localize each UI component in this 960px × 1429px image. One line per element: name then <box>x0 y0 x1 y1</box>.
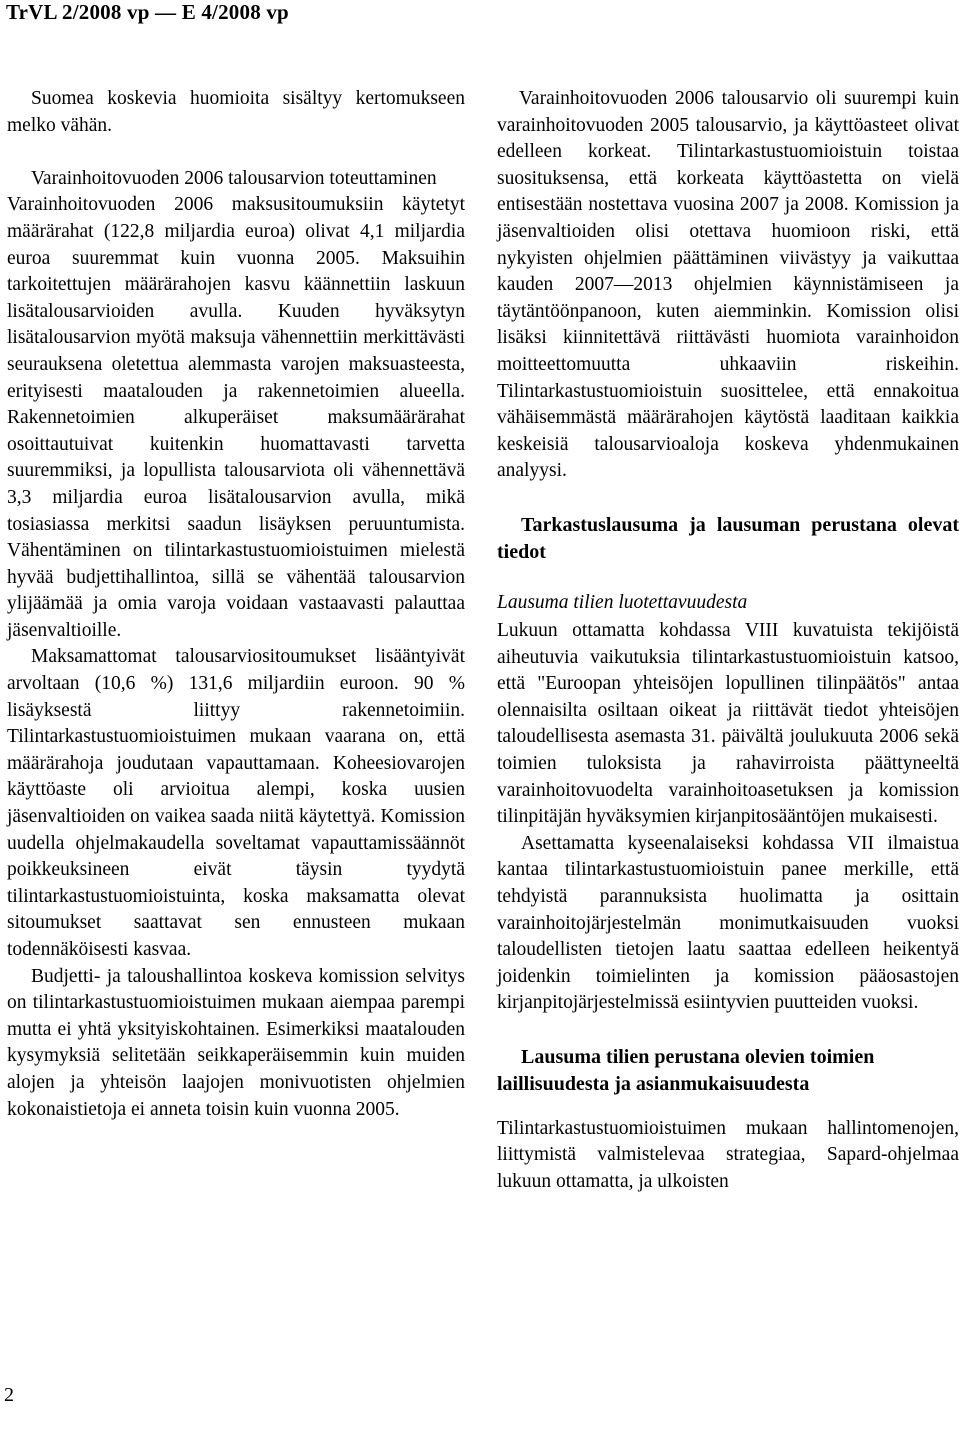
body-paragraph: Budjetti- ja taloushallintoa koskeva komission selvitys on tilintarkastustuomioistuimen mukaan aiempaa parempi mutta ei yhtä yksityiskohtainen. Esimerkiksi maatalouden kysymyksiä selitetään seikkaperäisemmin kuin muiden alojen ja yhteisön laajojen monivuotisten ohjelmien kokonaistietoja ei anneta toisin kuin vuonna 2005. <box>7 965 465 1120</box>
section-heading: Lausuma tilien perustana olevien toimien laillisuudesta ja asianmukaisuudesta <box>497 1045 875 1095</box>
page-number: 2 <box>4 1384 14 1406</box>
body-paragraph: Varainhoitovuoden 2006 maksusitoumuksiin käytetyt määrärahat (122,8 miljardia euroa) olivat 4,1 miljardia euroa suuremmat kuin vuonna 2005. Maksuihin tarkoitettujen määrärahojen kasvu käännettiin laskuun lisätalousarvioiden avulla. Kuuden hyväksytyn lisätalousarvion myötä maksuja vähennettiin merkittävästi seurauksena oletettua alemmasta varojen maksuasteesta, erityisesti maatalouden ja rakennetoimien alueella. Rakennetoimien alkuperäiset maksumäärärahat osoittautuivat kuitenkin huomattavasti tarvetta suuremmiksi, ja lopullista talousarviota oli vähennettävä 3,3 miljardia euroa lisätalousarvion avulla, mikä tosiasiassa merkitsi saadun lisäyksen peruuntumista. Vähentäminen on tilintarkastustuomioistuimen mielestä hyvää budjettihallintoa, sillä se vähentää talousarvion ylijäämää ja omia varoja voidaan vastaavasti palauttaa jäsenvaltioille. <box>7 194 465 641</box>
section-heading: Varainhoitovuoden 2006 talousarvion toteuttaminen <box>31 167 437 189</box>
sub-heading: Lausuma tilien luotettavuudesta <box>497 591 748 613</box>
section-heading: Tarkastuslausuma ja lausuman perustana olevat tiedot <box>497 513 959 563</box>
body-paragraph: Maksamattomat talousarviositoumukset lisääntyivät arvoltaan (10,6 %) 131,6 miljardiin euroon. 90 % lisäyksestä liittyy rakennetoimiin. Tilintarkastustuomioistuimen mukaan vaarana on, että määrärahoja joudutaan vapauttamaan. Koheesiovarojen käyttöaste oli arvioitua alempi, koska uusien jäsenvaltioiden on vaikea saada niitä käytettyä. Komission uudella ohjelmakaudella soveltamat vapauttamissäännöt poikkeuksineen eivät täysin tyydytä tilintarkastustuomioistuinta, koska maksamatta olevat sitoumukset saattavat sen ennusteen mukaan todennäköisesti kasvaa. <box>7 646 465 960</box>
body-paragraph: Varainhoitovuoden 2006 talousarvio oli suurempi kuin varainhoitovuoden 2005 talousarvio, ja käyttöasteet olivat edelleen korkeat. Tilintarkastustuomioistuin toistaa suosituksensa, että korkeata käyttöastetta on vielä entisestään nostettava vuosina 2007 ja 2008. Komission ja jäsenvaltioiden olisi otettava huomioon riski, että nykyisten ohjelmien päättäminen viivästyy ja vaikuttaa kauden 2007—2013 ohjelmien käynnistämiseen ja täytäntöönpanoon, kuten aiemminkin. Komission olisi lisäksi kiinnitettävä riittävästi huomiota varainhoidon moitteettomuutta uhkaaviin riskeihin. Tilintarkastustuomioistuin suosittelee, että ennakoitua vähäisemmästä määrärahojen käytöstä laaditaan kaikkia keskeisiä talousarvioaloja koskeva yhdenmukainen analyysi. <box>497 88 959 482</box>
body-paragraph: Tilintarkastustuomioistuimen mukaan hallintomenojen, liittymistä valmistelevaa strategiaa, Sapard-ohjelmaa lukuun ottamatta, ja ulkoisten <box>497 1117 959 1192</box>
body-paragraph: Asettamatta kyseenalaiseksi kohdassa VII ilmaistua kantaa tilintarkastustuomioistuin panee merkille, että tehdyistä parannuksista huolimatta ja osittain varainhoitojärjestelmän monimutkaisuuden vuoksi taloudellisten tietojen laatu saattaa edelleen heikentyä joidenkin toimielinten ja komission pääosastojen kirjanpitojärjestelmissä esiintyvien puutteiden vuoksi. <box>497 832 959 1014</box>
intro-paragraph: Suomea koskevia huomioita sisältyy kertomukseen melko vähän. <box>7 88 465 136</box>
body-paragraph: Lukuun ottamatta kohdassa VIII kuvatuista tekijöistä aiheutuvia vaikutuksia tilintarkastustuomioistuin katsoo, että "Euroopan yhteisöjen lopullinen tilinpäätös" antaa olennaisilta osiltaan oikeat ja riittävät tiedot yhteisöjen taloudellisesta asemasta 31. päivältä joulukuuta 2006 sekä toimien tuloksista ja rahavirroista päättyneeltä varainhoitovuodelta varainhoitoasetuksen ja komission tilinpitäjän hyväksymien kirjanpitosääntöjen mukaisesti. <box>497 620 959 828</box>
page-header: TrVL 2/2008 vp — E 4/2008 vp <box>6 0 289 24</box>
left-column <box>7 86 465 1123</box>
right-column <box>497 86 959 1195</box>
